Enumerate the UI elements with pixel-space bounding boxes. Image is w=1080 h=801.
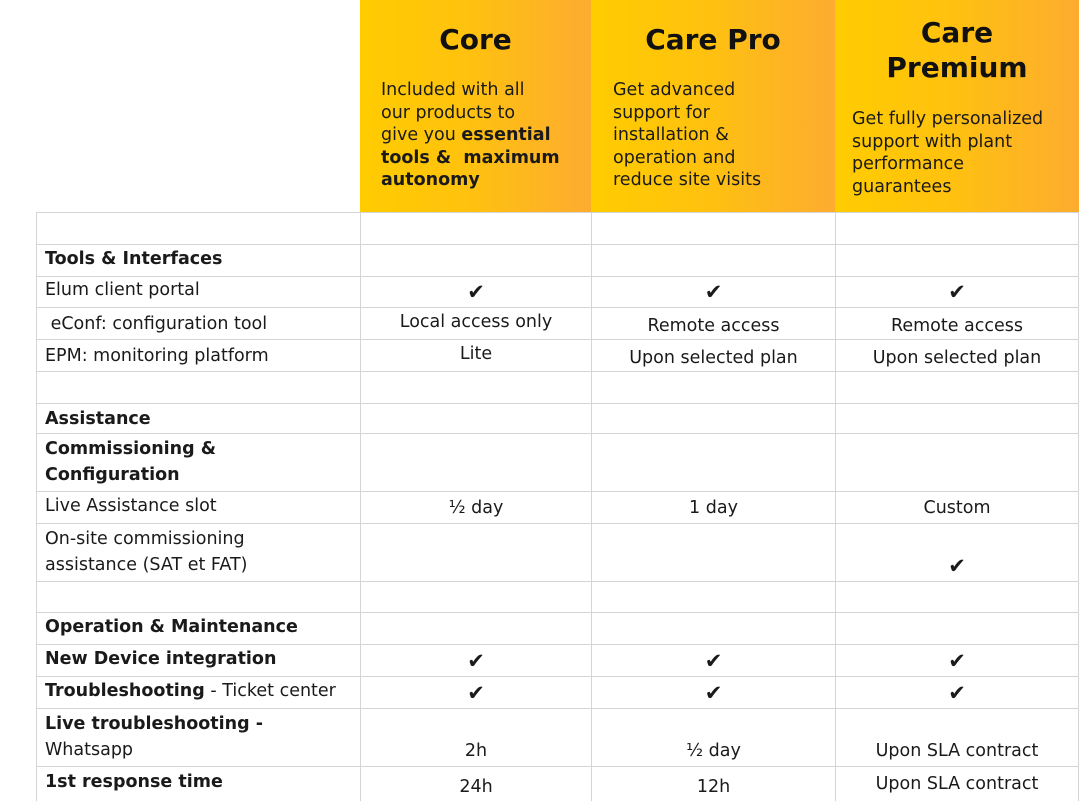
core-cell	[360, 245, 591, 277]
plan-name-care-premium	[835, 15, 1079, 85]
care-premium-cell	[835, 613, 1079, 645]
care-pro-cell	[591, 372, 835, 404]
row-label-cell	[36, 340, 360, 372]
row-label-cell	[36, 677, 360, 709]
label-line: Live troubleshooting -	[45, 714, 264, 734]
care-premium-cell	[835, 213, 1079, 245]
core-cell	[360, 277, 591, 308]
table-row	[36, 491, 1079, 524]
core-cell	[360, 709, 591, 767]
section-row-tools	[36, 244, 1079, 277]
table-row	[36, 676, 1079, 709]
plan-header-care-premium	[835, 0, 1079, 212]
care-pro-cell	[591, 340, 835, 372]
row-label-cell	[36, 308, 360, 340]
row-label-cell	[36, 372, 360, 404]
core-cell	[360, 767, 591, 801]
table-row	[36, 371, 1079, 404]
label-line: Configuration	[45, 465, 180, 485]
row-label: Live Assistance slot	[45, 496, 217, 516]
label-line: Whatsapp	[45, 740, 134, 760]
section-row-assistance	[36, 403, 1079, 434]
check-icon: ✔	[948, 280, 966, 304]
desc-emphasis: tools & maximum	[381, 147, 560, 168]
cell-value: 12h	[696, 777, 731, 797]
row-label-cell	[36, 277, 360, 308]
care-premium-cell	[835, 677, 1079, 709]
table-row	[36, 708, 1079, 767]
care-premium-cell	[835, 709, 1079, 767]
check-icon: ✔	[704, 280, 723, 304]
core-cell	[360, 213, 591, 245]
desc-emphasis: essential	[461, 125, 551, 145]
care-premium-cell	[835, 372, 1079, 404]
section-row-operation	[36, 612, 1079, 645]
care-pro-cell	[591, 277, 835, 308]
check-icon: ✔	[704, 649, 723, 673]
desc-line	[381, 124, 586, 147]
cell-value: Remote access	[647, 316, 780, 336]
care-pro-cell	[591, 613, 835, 645]
table-row	[36, 212, 1079, 245]
label-line: assistance (SAT et FAT)	[45, 555, 248, 575]
core-cell	[360, 492, 591, 524]
row-label-cell	[36, 582, 360, 613]
row-label-cell	[36, 767, 360, 801]
desc-line: Get advanced	[613, 80, 736, 100]
care-pro-cell	[591, 245, 835, 277]
row-label: Elum client portal	[45, 280, 200, 300]
care-premium-cell	[835, 308, 1079, 340]
row-label-cell	[36, 645, 360, 677]
care-premium-cell	[835, 767, 1079, 801]
cell-value: ½ day	[686, 741, 741, 761]
cell-value: 1 day	[689, 498, 738, 518]
plan-description-care-premium	[852, 108, 1077, 198]
care-pro-cell	[591, 645, 835, 677]
care-pro-cell	[591, 709, 835, 767]
row-label-cell	[36, 524, 360, 582]
check-icon: ✔	[467, 681, 485, 705]
section-heading: Tools & Interfaces	[45, 249, 223, 269]
core-cell	[360, 372, 591, 404]
row-label	[45, 678, 356, 704]
row-label: New Device integration	[45, 649, 277, 669]
cell-value: Upon SLA contract	[875, 774, 1039, 794]
subsection-heading	[45, 436, 356, 488]
check-icon: ✔	[467, 280, 485, 304]
check-icon: ✔	[467, 649, 485, 673]
desc-line	[381, 169, 586, 192]
care-pro-cell	[591, 492, 835, 524]
desc-line	[381, 147, 586, 170]
desc-line: support for	[613, 102, 710, 123]
care-pro-cell	[591, 434, 835, 492]
care-pro-cell	[591, 524, 835, 582]
cell-value: Upon selected plan	[872, 348, 1042, 368]
care-pro-cell	[591, 767, 835, 801]
table-row	[36, 644, 1079, 677]
row-label-cell	[36, 492, 360, 524]
desc-line: support with plant	[852, 131, 1013, 152]
cell-value: Lite	[459, 344, 493, 364]
care-pro-cell	[591, 677, 835, 709]
desc-line: guarantees	[852, 176, 952, 197]
plan-description-core	[381, 79, 586, 192]
desc-line: our products to	[381, 102, 516, 123]
plan-name-line: Premium	[886, 51, 1028, 84]
row-label: eConf: configuration tool	[45, 314, 268, 334]
row-label	[45, 526, 356, 578]
desc-line: Included with all	[381, 80, 525, 100]
care-pro-cell	[591, 213, 835, 245]
table-row	[36, 523, 1079, 582]
check-icon: ✔	[948, 681, 966, 705]
cell-value: Upon SLA contract	[875, 741, 1039, 761]
row-label-cell	[36, 245, 360, 277]
plan-name-care-pro: Care Pro	[645, 23, 781, 56]
desc-line: installation &	[613, 125, 729, 145]
check-icon: ✔	[948, 554, 966, 578]
row-label: 1st response time	[45, 772, 223, 792]
care-premium-cell	[835, 582, 1079, 613]
core-cell	[360, 613, 591, 645]
label-line: On-site commissioning	[45, 529, 245, 549]
cell-value: Upon selected plan	[629, 348, 798, 368]
core-cell	[360, 677, 591, 709]
table-row	[36, 307, 1079, 340]
plan-header-core	[360, 0, 591, 212]
core-cell	[360, 524, 591, 582]
check-icon: ✔	[948, 649, 966, 673]
row-label-cell	[36, 709, 360, 767]
care-premium-cell	[835, 645, 1079, 677]
care-premium-cell	[835, 340, 1079, 372]
care-premium-cell	[835, 492, 1079, 524]
cell-value: Custom	[923, 498, 991, 518]
label-main: Troubleshooting	[45, 681, 205, 701]
check-icon: ✔	[704, 681, 723, 705]
row-label: EPM: monitoring platform	[45, 346, 269, 366]
care-premium-cell	[835, 434, 1079, 492]
plan-name-core: Core	[439, 23, 512, 56]
desc-line: performance	[852, 154, 965, 174]
core-cell	[360, 434, 591, 492]
cell-value: 2h	[464, 741, 488, 761]
plan-description-care-pro	[613, 79, 831, 192]
section-heading: Assistance	[45, 409, 151, 429]
desc-text: give you	[381, 125, 462, 145]
table-row	[36, 766, 1079, 801]
cell-value: Remote access	[890, 316, 1024, 336]
core-cell	[360, 404, 591, 434]
table-row	[36, 276, 1079, 308]
cell-value: ½ day	[448, 498, 504, 518]
row-label-cell	[36, 404, 360, 434]
row-label-cell	[36, 213, 360, 245]
care-premium-cell	[835, 524, 1079, 582]
care-pro-cell	[591, 308, 835, 340]
row-label-cell	[36, 613, 360, 645]
desc-line: operation and	[613, 147, 736, 168]
plan-name-line: Care	[920, 16, 994, 49]
row-label-cell	[36, 434, 360, 492]
plan-header-care-pro	[591, 0, 835, 212]
label-suffix: - Ticket center	[204, 681, 336, 701]
label-line: Commissioning &	[45, 439, 216, 459]
table-row	[36, 339, 1079, 372]
care-premium-cell	[835, 245, 1079, 277]
desc-line: reduce site visits	[613, 170, 762, 190]
section-heading: Operation & Maintenance	[45, 617, 298, 637]
care-pro-cell	[591, 582, 835, 613]
care-pro-cell	[591, 404, 835, 434]
care-premium-cell	[835, 404, 1079, 434]
desc-line: Get fully personalized	[852, 109, 1044, 129]
row-label	[45, 711, 356, 763]
cell-value: 24h	[459, 777, 493, 797]
desc-emphasis: autonomy	[381, 170, 480, 190]
cell-value: Local access only	[399, 312, 553, 332]
care-premium-cell	[835, 277, 1079, 308]
table-row	[36, 581, 1079, 613]
core-cell	[360, 645, 591, 677]
subsection-row-commissioning	[36, 433, 1079, 492]
core-cell	[360, 582, 591, 613]
core-cell	[360, 308, 591, 340]
core-cell	[360, 340, 591, 372]
